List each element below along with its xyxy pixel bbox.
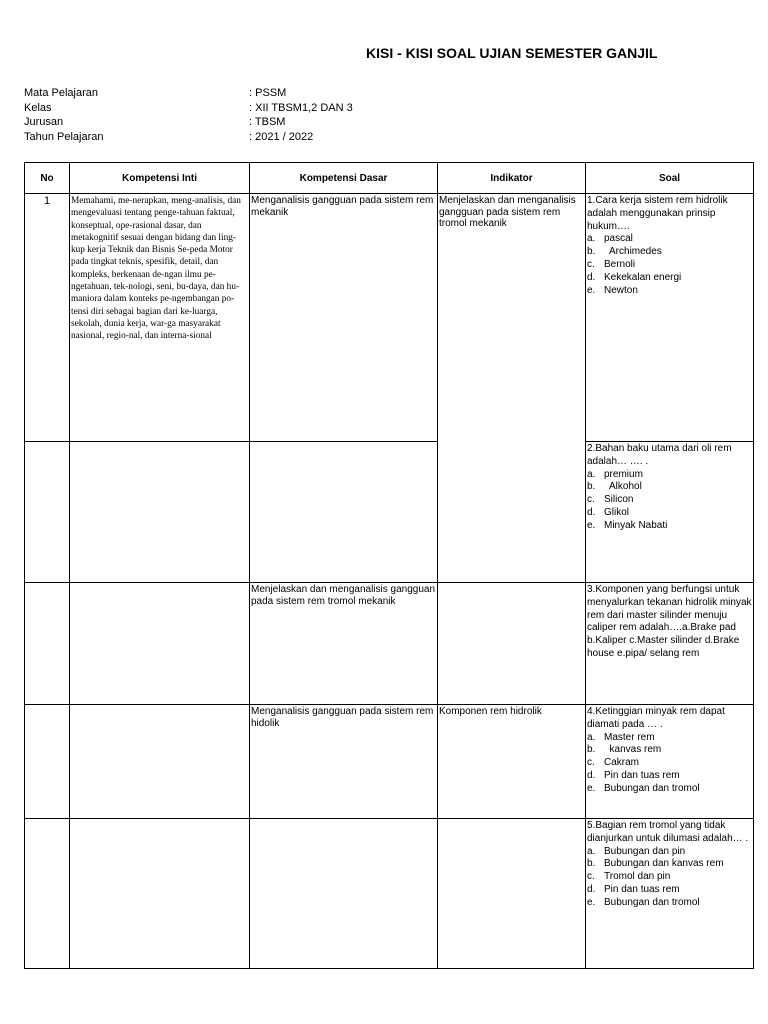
option-text: pascal [604, 233, 633, 245]
answer-option [587, 507, 752, 520]
header-kompetensi-inti: Kompetensi Inti [70, 163, 250, 194]
option-letter: b. [587, 858, 596, 870]
question-text: 4.Ketinggian minyak rem dapat diamati pada … . [587, 706, 725, 730]
answer-option [587, 233, 752, 246]
header-soal: Soal [586, 163, 754, 194]
answer-option [587, 744, 752, 757]
option-text: Alkohol [604, 481, 642, 493]
soal-cell [586, 442, 754, 583]
soal-cell [586, 583, 754, 705]
option-letter: c. [587, 757, 595, 769]
meta-row-tahun-pelajaran [24, 130, 353, 145]
header-no: No [25, 163, 70, 194]
option-text: Glikol [604, 506, 630, 518]
option-letter: d. [587, 506, 596, 518]
answer-option [587, 246, 752, 259]
option-letter: e. [587, 284, 596, 296]
meta-value: : 2021 / 2022 [249, 130, 314, 143]
option-text: Pin dan tuas rem [604, 769, 680, 781]
option-letter: d. [587, 271, 596, 283]
option-text: Bubungan dan tromol [604, 782, 700, 794]
meta-row-kelas [24, 101, 353, 116]
soal-cell [586, 819, 754, 969]
table-row [25, 194, 754, 442]
meta-value: : TBSM [249, 116, 286, 128]
answer-option [587, 871, 752, 884]
option-text: Bubungan dan pin [604, 845, 686, 857]
option-letter: e. [587, 519, 596, 531]
answer-option [587, 469, 752, 482]
kompetensi-dasar-cell [250, 442, 438, 583]
kompetensi-inti-cell [70, 705, 250, 819]
answer-option [587, 783, 752, 796]
option-text: Newton [604, 284, 638, 296]
answer-option [587, 481, 752, 494]
table-row [25, 819, 754, 969]
option-letter: e. [587, 896, 596, 908]
answer-option [587, 884, 752, 897]
meta-row-mata-pelajaran [24, 86, 353, 101]
option-text: Minyak Nabati [604, 519, 668, 531]
answer-option [587, 858, 752, 871]
kompetensi-dasar-cell: Menganalisis gangguan pada sistem rem hidolik [250, 705, 438, 819]
meta-label: Tahun Pelajaran [24, 130, 104, 143]
answer-option [587, 846, 752, 859]
option-letter: a. [587, 233, 596, 245]
meta-label: Kelas [24, 101, 52, 114]
option-letter: a. [587, 468, 596, 480]
kompetensi-inti-cell [70, 583, 250, 705]
kompetensi-inti-cell: Memahami, me-nerapkan, meng-analisis, dan mengevaluasi tentang penge-tahuan faktual, konseptual, ope-rasional dasar, dan metakognitif sesuai dengan bidang dan ling-kup kerja Teknik dan Bisnis Se-peda Motor pada tingkat teknis, spesifik, detail, dan kompleks, berkenaan de-ngan ilmu pe-ngetahuan, tek-nologi, seni, bu-daya, dan hu-maniora dalam konteks pe-ngembangan po-tensi diri sebagai bagian dari ke-luarga, sekolah, dunia kerja, war-ga masyarakat nasional, regio-nal, dan interna-sional [70, 194, 250, 442]
question-text: 3.Komponen yang berfungsi untuk menyalurkan tekanan hidrolik minyak rem dari master silinder menuju caliper rem adalah….a.Brake pad b.Kaliper c.Master silinder d.Brake house e.pipa/ selang rem [587, 584, 752, 659]
table-row [25, 583, 754, 705]
kompetensi-dasar-cell: Menjelaskan dan menganalisis gangguan pada sistem rem tromol mekanik [250, 583, 438, 705]
option-text: Pin dan tuas rem [604, 883, 680, 895]
option-letter: b. [587, 246, 596, 258]
option-letter: a. [587, 845, 596, 857]
option-text: Silicon [604, 494, 634, 506]
answer-option [587, 732, 752, 745]
kompetensi-dasar-cell [250, 819, 438, 969]
option-text: premium [604, 468, 643, 480]
option-letter: d. [587, 769, 596, 781]
option-letter: d. [587, 883, 596, 895]
option-text: Tromol dan pin [604, 871, 671, 883]
document-title: KISI - KISI SOAL UJIAN SEMESTER GANJIL [366, 45, 658, 61]
option-letter: c. [587, 494, 595, 506]
header-indikator: Indikator [438, 163, 586, 194]
row-number [25, 819, 70, 969]
indikator-cell: Menjelaskan dan menganalisis gangguan pada sistem rem tromol mekanik [438, 194, 586, 583]
kisi-table [24, 162, 754, 969]
kompetensi-inti-cell [70, 819, 250, 969]
soal-cell [586, 705, 754, 819]
meta-label: Mata Pelajaran [24, 87, 98, 99]
question-text: 5.Bagian rem tromol yang tidak dianjurkan untuk dilumasi adalah… . [587, 820, 749, 844]
kompetensi-inti-cell [70, 442, 250, 583]
document-meta [24, 86, 353, 144]
option-letter: c. [587, 871, 595, 883]
answer-option [587, 520, 752, 533]
option-text: Bernoli [604, 258, 636, 270]
option-text: Bubungan dan tromol [604, 896, 700, 908]
row-number [25, 705, 70, 819]
answer-option [587, 494, 752, 507]
answer-option [587, 757, 752, 770]
row-number: 1 [25, 194, 70, 442]
answer-option [587, 897, 752, 910]
meta-row-jurusan [24, 115, 353, 130]
option-text: Cakram [604, 757, 640, 769]
indikator-cell [438, 819, 586, 969]
option-letter: a. [587, 731, 596, 743]
option-letter: b. [587, 744, 596, 756]
answer-option [587, 285, 752, 298]
option-text: Bubungan dan kanvas rem [604, 858, 724, 870]
option-text: kanvas rem [604, 744, 662, 756]
soal-cell [586, 194, 754, 442]
meta-value: : PSSM [249, 87, 287, 99]
question-text: 2.Bahan baku utama dari oli rem adalah… …. . [587, 443, 732, 467]
question-text: 1.Cara kerja sistem rem hidrolik adalah menggunakan prinsip hukum…. [587, 195, 728, 232]
row-number [25, 583, 70, 705]
indikator-cell [438, 583, 586, 705]
option-letter: e. [587, 782, 596, 794]
answer-option [587, 259, 752, 272]
option-letter: b. [587, 481, 596, 493]
table-header-row [25, 163, 754, 194]
table-row [25, 442, 754, 583]
answer-option [587, 272, 752, 285]
meta-label: Jurusan [24, 116, 64, 128]
header-kompetensi-dasar: Kompetensi Dasar [250, 163, 438, 194]
option-text: Kekekalan energi [604, 271, 682, 283]
answer-option [587, 770, 752, 783]
table-row [25, 705, 754, 819]
indikator-cell: Komponen rem hidrolik [438, 705, 586, 819]
option-text: Master rem [604, 731, 655, 743]
kompetensi-dasar-cell: Menganalisis gangguan pada sistem rem mekanik [250, 194, 438, 442]
row-number [25, 442, 70, 583]
option-letter: c. [587, 258, 595, 270]
option-text: Archimedes [604, 246, 662, 258]
meta-value: : XII TBSM1,2 DAN 3 [249, 101, 353, 114]
